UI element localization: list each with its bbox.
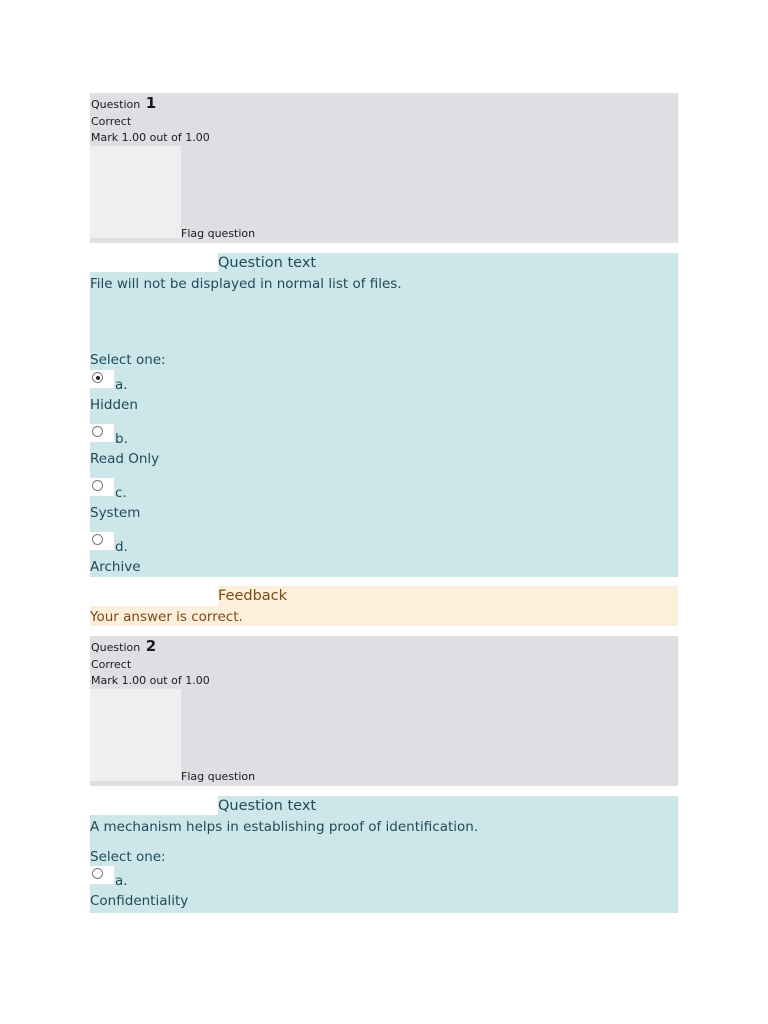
radio-button[interactable] <box>92 534 103 545</box>
question-1-feedback <box>90 586 678 626</box>
option-answer[interactable]: Archive <box>90 559 141 575</box>
option-letter: a. <box>115 377 128 393</box>
question-1-info <box>90 93 678 243</box>
radio-button[interactable] <box>92 372 103 383</box>
option-answer[interactable]: System <box>90 505 141 521</box>
radio-button[interactable] <box>92 868 103 879</box>
question-2-info <box>90 636 678 786</box>
option-letter: a. <box>115 873 128 889</box>
question-label: Question <box>91 641 141 654</box>
option-answer[interactable]: Hidden <box>90 397 138 413</box>
question-number-value: 2 <box>145 637 157 655</box>
question-number-value: 1 <box>145 94 157 112</box>
question-state: Correct <box>91 115 132 128</box>
answer-option-d[interactable] <box>90 532 290 586</box>
option-answer[interactable]: Confidentiality <box>90 893 189 909</box>
question-text-heading: Question text <box>218 798 317 814</box>
radio-wrap <box>90 866 114 884</box>
question-text: A mechanism helps in establishing proof of identification. <box>90 819 479 835</box>
flag-area <box>90 146 181 238</box>
question-state: Correct <box>91 658 132 671</box>
select-one-prompt: Select one: <box>90 352 166 368</box>
heading-band <box>90 586 218 606</box>
heading-band <box>90 796 218 815</box>
select-one-prompt: Select one: <box>90 849 166 865</box>
question-number <box>91 639 156 655</box>
feedback-heading: Feedback <box>218 588 288 604</box>
question-2-formulation <box>90 796 678 913</box>
radio-button[interactable] <box>92 480 103 491</box>
answer-option-a[interactable] <box>90 866 290 920</box>
option-letter: c. <box>115 485 127 501</box>
flag-question-link[interactable]: Flag question <box>181 770 256 783</box>
radio-button[interactable] <box>92 426 103 437</box>
option-answer[interactable]: Read Only <box>90 451 160 467</box>
question-number <box>91 96 156 112</box>
radio-wrap <box>90 478 114 496</box>
answer-option-a[interactable] <box>90 370 290 424</box>
question-text: File will not be displayed in normal list of files. <box>90 276 402 292</box>
question-grade: Mark 1.00 out of 1.00 <box>91 131 210 144</box>
answer-option-b[interactable] <box>90 424 290 478</box>
radio-wrap <box>90 370 114 388</box>
radio-wrap <box>90 532 114 550</box>
option-letter: b. <box>115 431 128 447</box>
question-text-heading: Question text <box>218 255 317 271</box>
flag-question-link[interactable]: Flag question <box>181 227 256 240</box>
question-label: Question <box>91 98 141 111</box>
option-letter: d. <box>115 539 128 555</box>
answer-option-c[interactable] <box>90 478 290 532</box>
question-grade: Mark 1.00 out of 1.00 <box>91 674 210 687</box>
flag-area <box>90 689 181 781</box>
heading-band <box>90 253 218 272</box>
radio-wrap <box>90 424 114 442</box>
feedback-text: Your answer is correct. <box>90 609 243 625</box>
question-1-formulation <box>90 253 678 577</box>
